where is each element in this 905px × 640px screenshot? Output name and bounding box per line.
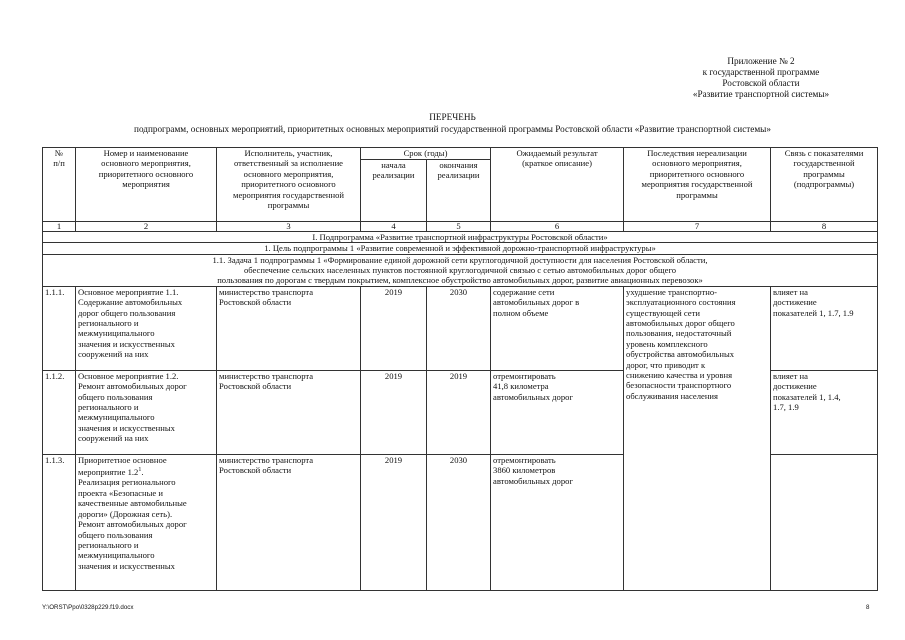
task-title: 1.1. Задача 1 подпрограммы 1 «Формирование единой дорожной сети круглогодичной доступности для населения Ростовской области, обеспечение сельских населенных пунктов постоянной круглогодичной связью с сетью автомобильных дорог общего пользования по дорогам с твердым покрытием, комплексное обустройство автомобильных дорог, развитие авиационных перевозок» xyxy=(43,254,878,286)
column-number-row xyxy=(43,222,878,232)
row-name: Основное мероприятие 1.2. Ремонт автомобильных дорог общего пользования регионального и межмуниципального значения и искусственных сооружений на них xyxy=(76,370,217,454)
section-title: I. Подпрограмма «Развитие транспортной инфраструктуры Ростовской области» xyxy=(43,232,878,243)
goal-row xyxy=(43,243,878,254)
row-executor: министерство транспорта Ростовской области xyxy=(217,370,361,454)
row-name-part: . Реализация регионального проекта «Безопасные и качественные автомобильные дороги» (Дорожная сеть). Ремонт автомобильных дорог общего пользования регионального и межмуниципального значения и искусственных xyxy=(78,467,187,571)
header-link: Связь с показателями государственной программы (подпрограммы) xyxy=(771,148,878,222)
column-number: 8 xyxy=(771,222,878,232)
document-subtitle: подпрограмм, основных мероприятий, приоритетных основных мероприятий государственной программы Ростовской области «Развитие транспортной системы» xyxy=(134,124,771,134)
row-link xyxy=(771,454,878,590)
header-result: Ожидаемый результат (краткое описание) xyxy=(491,148,624,222)
footnote-mark: 1 xyxy=(138,467,142,474)
row-result: содержание сети автомобильных дорог в полном объеме xyxy=(491,286,624,370)
row-end: 2030 xyxy=(427,286,491,370)
task-row xyxy=(43,254,878,286)
column-number: 2 xyxy=(76,222,217,232)
row-num: 1.1.3. xyxy=(43,454,76,590)
header-num: № п/п xyxy=(43,148,76,222)
row-end: 2030 xyxy=(427,454,491,590)
row-start: 2019 xyxy=(361,286,427,370)
row-executor: министерство транспорта Ростовской области xyxy=(217,454,361,590)
row-num: 1.1.2. xyxy=(43,370,76,454)
row-num: 1.1.1. xyxy=(43,286,76,370)
table-row xyxy=(43,286,878,370)
appendix-line: «Развитие транспортной системы» xyxy=(692,89,830,99)
header-term: Срок (годы) xyxy=(361,148,491,160)
goal-title: 1. Цель подпрограммы 1 «Развитие современной и эффективной дорожно-транспортной инфраструктуры» xyxy=(43,243,878,254)
column-number: 6 xyxy=(491,222,624,232)
appendix-line: к государственной программе xyxy=(702,67,820,77)
row-link: влияет на достижение показателей 1, 1.4, 1.7, 1.9 xyxy=(771,370,878,454)
header-start: начала реализации xyxy=(361,160,427,222)
row-start: 2019 xyxy=(361,454,427,590)
column-number: 7 xyxy=(624,222,771,232)
appendix-header xyxy=(661,56,861,100)
row-executor: министерство транспорта Ростовской области xyxy=(217,286,361,370)
row-link: влияет на достижение показателей 1, 1.7, 1.9 xyxy=(771,286,878,370)
row-result: отремонтировать 41,8 километра автомобильных дорог xyxy=(491,370,624,454)
header-consequences: Последствия нереализации основного мероприятия, приоритетного основного мероприятия государственной программы xyxy=(624,148,771,222)
column-number: 3 xyxy=(217,222,361,232)
row-name: Основное мероприятие 1.1. Содержание автомобильных дорог общего пользования регионального и межмуниципального значения и искусственных сооружений на них xyxy=(76,286,217,370)
header-executor: Исполнитель, участник, ответственный за исполнение основного мероприятия, приоритетного основного мероприятия государственной программы xyxy=(217,148,361,222)
header-name: Номер и наименование основного мероприятия, приоритетного основного мероприятия xyxy=(76,148,217,222)
row-consequences: ухудшение транспортно- эксплуатационного состояния существующей сети автомобильных дорог общего пользования, недостаточный уровень комплексного обустройства автомобильных дорог, что приводит к снижению качества и уровня безопасности транспортного обслуживания населения xyxy=(624,286,771,590)
column-number: 5 xyxy=(427,222,491,232)
appendix-line: Ростовской области xyxy=(722,78,800,88)
column-number: 1 xyxy=(43,222,76,232)
appendix-line: Приложение № 2 xyxy=(727,56,795,66)
column-number: 4 xyxy=(361,222,427,232)
document-title: ПЕРЕЧЕНЬ xyxy=(429,112,476,122)
row-start: 2019 xyxy=(361,370,427,454)
page-number: 8 xyxy=(866,604,870,611)
activities-table xyxy=(42,147,878,591)
header-end: окончания реализации xyxy=(427,160,491,222)
row-name xyxy=(76,454,217,590)
section-row xyxy=(43,232,878,243)
header-row xyxy=(43,148,878,160)
row-name-part: Приоритетное основное мероприятие 1.2 xyxy=(78,454,167,478)
row-result: отремонтировать 3860 километров автомобильных дорог xyxy=(491,454,624,590)
row-end: 2019 xyxy=(427,370,491,454)
file-path: Y:\ORST\Ppo\0328p229.f19.docx xyxy=(42,604,134,611)
